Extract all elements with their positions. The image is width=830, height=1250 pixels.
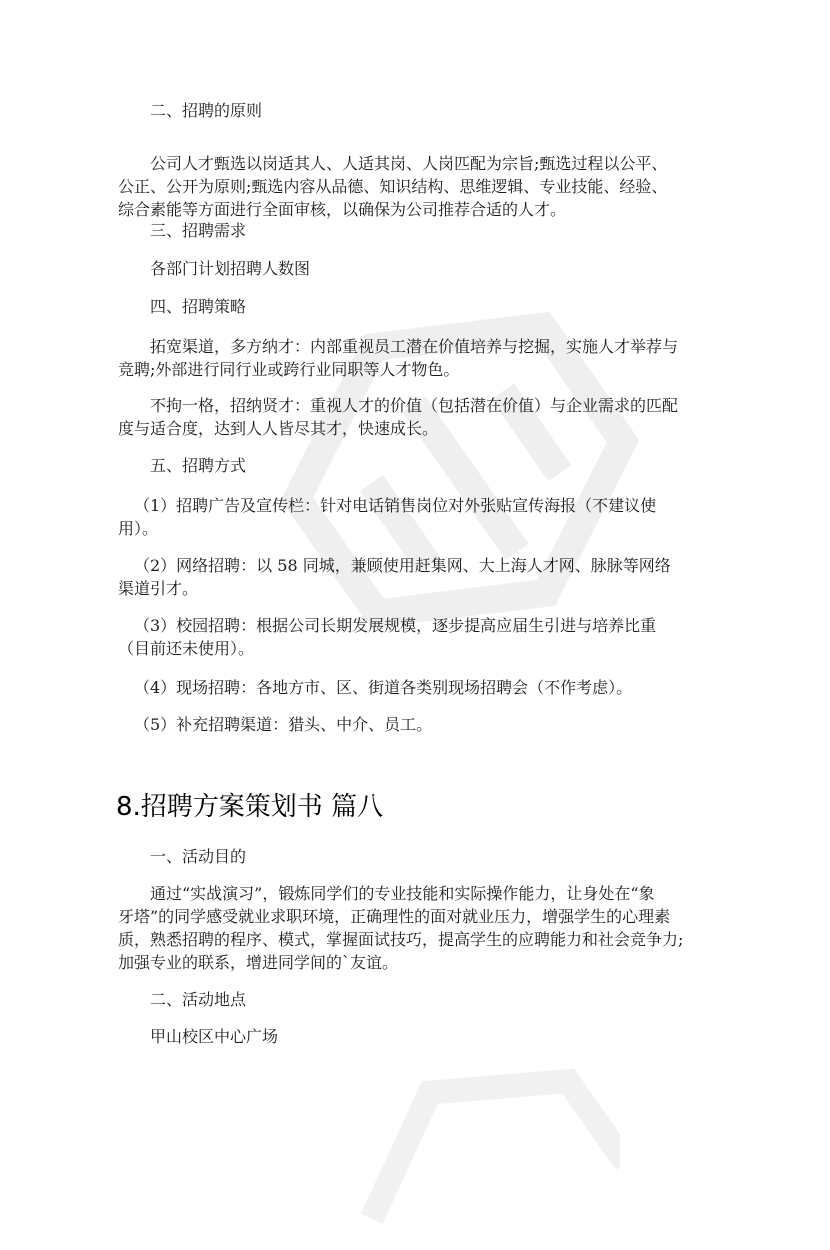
paragraph-place: 甲山校区中心广场 — [150, 1027, 279, 1046]
heading-strategy: 四、招聘策略 — [150, 297, 247, 316]
text-line: 度与适合度，达到人人皆尽其才，快速成长。 — [118, 419, 439, 438]
paragraph-strategy-1 — [118, 335, 718, 381]
watermark-logo-bottom — [320, 1050, 620, 1250]
text-line: （3）校园招聘：根据公司长期发展规模，逐步提高应届生引进与培养比重 — [134, 616, 657, 635]
heading-principle: 二、招聘的原则 — [150, 101, 263, 120]
text-line: 渠道引才。 — [118, 579, 199, 598]
text-line: 用）。 — [118, 519, 159, 538]
text-line: 拓宽渠道，多方纳才：内部重视员工潜在价值培养与挖掘，实施人才举荐与 — [150, 337, 679, 356]
text-line: 不拘一格，招纳贤才：重视人才的价值（包括潜在价值）与企业需求的匹配 — [150, 396, 679, 415]
text-line: （2）网络招聘：以 58 同城，兼顾使用赶集网、大上海人才网、脉脉等网络 — [134, 556, 671, 575]
text-line: （4）现场招聘：各地方市、区、街道各类别现场招聘会（不作考虑）。 — [134, 678, 633, 697]
text-line: 牙塔”的同学感受就业求职环境，正确理性的面对就业压力，增强学生的心理素 — [118, 907, 671, 926]
method-5 — [118, 713, 718, 736]
method-4 — [118, 676, 718, 699]
text-line: （1）招聘广告及宣传栏：针对电话销售岗位对外张贴宣传海报（不建议使 — [134, 496, 657, 515]
paragraph-strategy-2 — [118, 394, 718, 440]
section-title: 8.招聘方案策划书 篇八 — [116, 792, 384, 822]
method-1 — [118, 494, 718, 540]
text-line: 公正、公开为原则;甄选内容从品德、知识结构、思维逻辑、专业技能、经验、 — [118, 177, 668, 196]
text-line: 质，熟悉招聘的程序、模式，掌握面试技巧，提高学生的应聘能力和社会竞争力; — [118, 930, 684, 949]
heading-goal: 一、活动目的 — [150, 847, 247, 866]
method-3 — [118, 614, 718, 660]
heading-methods: 五、招聘方式 — [150, 456, 247, 475]
text-line: 加强专业的联系，增进同学间的`友谊。 — [118, 953, 399, 972]
method-2 — [118, 554, 718, 600]
text-line: （5）补充招聘渠道：猎头、中介、员工。 — [134, 715, 433, 734]
paragraph-principle — [118, 152, 718, 221]
text-line: 公司人才甄选以岗适其人、人适其岗、人岗匹配为宗旨;甄选过程以公平、 — [150, 154, 668, 173]
text-line: 竞聘;外部进行同行业或跨行业同职等人才物色。 — [118, 360, 460, 379]
text-line: 综合素能等方面进行全面审核，以确保为公司推荐合适的人才。 — [118, 200, 567, 219]
text-line: （目前还未使用）。 — [118, 639, 255, 658]
heading-place: 二、活动地点 — [150, 990, 247, 1009]
heading-demand: 三、招聘需求 — [150, 221, 247, 240]
paragraph-demand: 各部门计划招聘人数图 — [150, 259, 311, 278]
text-line: 通过“实战演习”，锻炼同学们的专业技能和实际操作能力，让身处在“象 — [150, 884, 655, 903]
paragraph-goal — [118, 882, 718, 974]
